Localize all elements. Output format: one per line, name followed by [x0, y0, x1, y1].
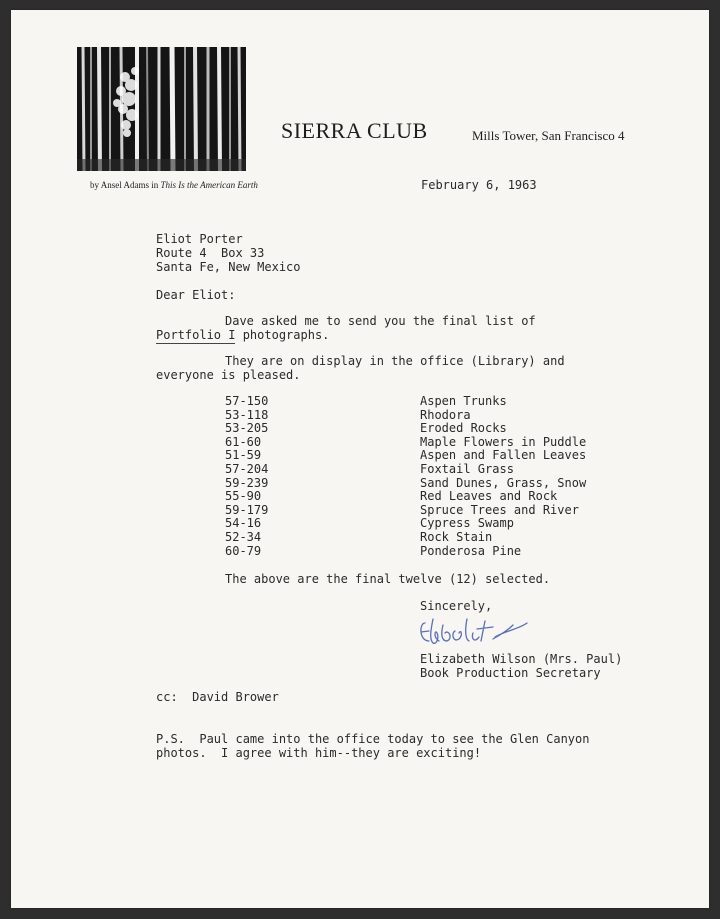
photo-credit — [90, 180, 258, 190]
photo-credit-prefix: by Ansel Adams in — [90, 180, 159, 190]
aspen-photograph — [77, 47, 246, 171]
photograph-title: Aspen and Fallen Leaves — [420, 448, 587, 463]
photograph-number: 61-60 — [225, 434, 262, 449]
photograph-number: 51-59 — [225, 448, 262, 463]
photograph-title: Red Leaves and Rock — [420, 489, 558, 504]
paragraph1-line2 — [156, 328, 329, 342]
photograph-title: Ponderosa Pine — [420, 543, 522, 558]
paragraph1-line2-rest: photographs. — [235, 328, 330, 342]
postscript-line1: P.S. Paul came into the office today to see the Glen Canyon — [156, 732, 590, 746]
paragraph1-line1: Dave asked me to send you the final list of — [225, 314, 536, 328]
recipient-address-line2: Santa Fe, New Mexico — [156, 260, 301, 274]
closing-statement: The above are the final twelve (12) selected. — [225, 572, 551, 586]
carbon-copy: cc: David Brower — [156, 690, 279, 704]
photograph-title: Cypress Swamp — [420, 516, 514, 531]
handwritten-signature — [415, 611, 535, 653]
signature-name: Elizabeth Wilson (Mrs. Paul) — [420, 652, 623, 666]
signature-title: Book Production Secretary — [420, 666, 601, 680]
postscript-line2: photos. I agree with him--they are exciting! — [156, 746, 482, 760]
photograph-number: 59-179 — [225, 502, 269, 517]
photograph-number: 55-90 — [225, 489, 262, 504]
photograph-title: Foxtail Grass — [420, 462, 514, 476]
photograph-title: Spruce Trees and River — [420, 502, 579, 517]
portfolio-title: Portfolio I — [156, 328, 236, 342]
photograph-number: 57-204 — [225, 462, 269, 476]
photograph-title: Sand Dunes, Grass, Snow — [420, 475, 587, 490]
photograph-title: Maple Flowers in Puddle — [420, 434, 587, 449]
photograph-title: Eroded Rocks — [420, 421, 507, 436]
photograph-number: 60-79 — [225, 543, 262, 558]
photograph-title: Rhodora — [420, 407, 471, 422]
photograph-number: 53-118 — [225, 407, 269, 422]
photograph-number: 52-34 — [225, 530, 262, 544]
closing: Sincerely, — [420, 599, 493, 613]
paragraph2-line1: They are on display in the office (Library) and — [225, 354, 565, 368]
photograph-title: Rock Stain — [420, 530, 493, 544]
paragraph2-line2: everyone is pleased. — [156, 368, 301, 382]
photo-credit-title: This Is the American Earth — [160, 180, 258, 190]
recipient-address-line1: Route 4 Box 33 — [156, 246, 265, 260]
photograph-number: 57-150 — [225, 394, 269, 408]
recipient-name: Eliot Porter — [156, 232, 243, 246]
organization-name: SIERRA CLUB — [281, 118, 428, 143]
photograph-number: 59-239 — [225, 475, 269, 490]
photograph-number: 54-16 — [225, 516, 262, 531]
photograph-title: Aspen Trunks — [420, 394, 507, 408]
salutation: Dear Eliot: — [156, 288, 236, 302]
letter-date: February 6, 1963 — [421, 178, 537, 192]
letter-page — [11, 10, 709, 908]
photograph-number: 53-205 — [225, 421, 269, 436]
organization-address: Mills Tower, San Francisco 4 — [472, 128, 625, 143]
